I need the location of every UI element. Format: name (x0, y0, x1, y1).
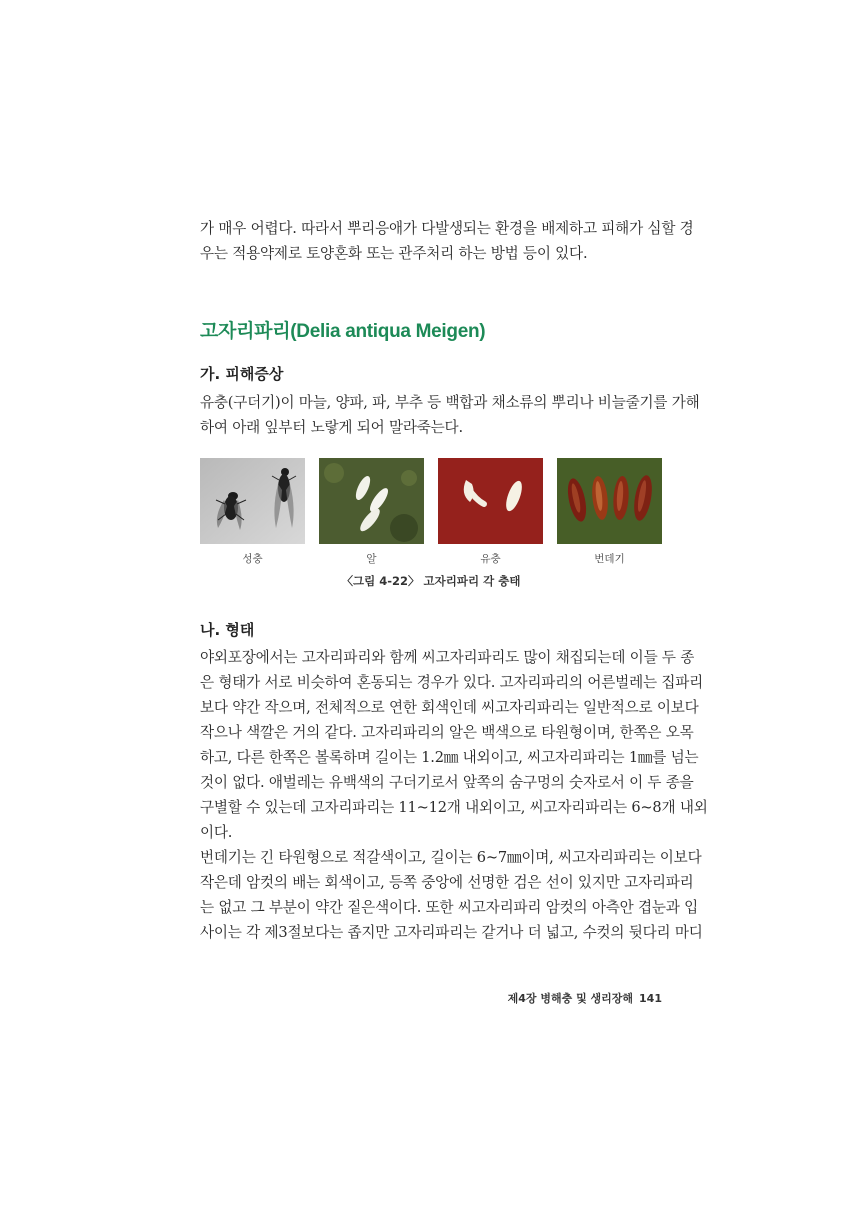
morphology-line: 구별할 수 있는데 고자리파리는 11~12개 내외이고, 씨고자리파리는 6~8개 내외 (200, 799, 708, 816)
photo-caption-larva: 유충 (480, 553, 501, 565)
intro-paragraph (200, 216, 694, 266)
morphology-line: 사이는 각 제3절보다는 좁지만 고자리파리는 같거나 더 넓고, 수컷의 뒷다리 마디 (200, 924, 703, 941)
photo-caption-egg: 알 (366, 553, 377, 565)
egg-photo (319, 458, 424, 544)
figure-caption: 〈그림 4-22〉 고자리파리 각 충태 (341, 574, 521, 588)
morphology-line: 야외포장에서는 고자리파리와 함께 씨고자리파리도 많이 채집되는데 이들 두 종 (200, 649, 695, 666)
chapter-title: 제4장 병해충 및 생리장해 (507, 992, 634, 1005)
morphology-paragraph-2 (200, 845, 703, 945)
page-number: 141 (639, 992, 662, 1005)
intro-line: 가 매우 어렵다. 따라서 뿌리응애가 다발생되는 환경을 배제하고 피해가 심할 경 (200, 220, 694, 237)
morphology-line: 작은데 암컷의 배는 회색이고, 등쪽 중앙에 선명한 검은 선이 있지만 고자리파리 (200, 874, 694, 891)
symptoms-line: 유충(구더기)이 마늘, 양파, 파, 부추 등 백합과 채소류의 뿌리나 비늘줄기를 가해 (200, 394, 700, 411)
pupa-icon (557, 458, 662, 544)
adult-fly-icon (200, 458, 305, 544)
morphology-heading: 나. 형태 (200, 621, 255, 639)
symptoms-paragraph (200, 390, 700, 440)
morphology-line: 것이 없다. 애벌레는 유백색의 구더기로서 앞쪽의 숨구멍의 숫자로서 이 두 종을 (200, 774, 694, 791)
morphology-paragraph-1 (200, 645, 708, 845)
morphology-line: 은 형태가 서로 비슷하여 혼동되는 경우가 있다. 고자리파리의 어른벌레는 집파리 (200, 674, 704, 691)
section-title: 고자리파리(Delia antiqua Meigen) (200, 321, 486, 342)
pupa-photo (557, 458, 662, 544)
morphology-line: 이다. (200, 824, 233, 841)
intro-line: 우는 적용약제로 토양혼화 또는 관주처리 하는 방법 등이 있다. (200, 245, 588, 262)
symptoms-line: 하여 아래 잎부터 노랗게 되어 말라죽는다. (200, 419, 463, 436)
photo-caption-adult: 성충 (242, 553, 263, 565)
morphology-line: 보다 약간 작으며, 전체적으로 연한 회색인데 씨고자리파리는 일반적으로 이보다 (200, 699, 699, 716)
adult-fly-photo (200, 458, 305, 544)
page-footer (200, 990, 662, 1006)
symptoms-heading: 가. 피해증상 (200, 365, 284, 383)
morphology-line: 하고, 다른 한쪽은 볼록하며 길이는 1.2㎜ 내외이고, 씨고자리파리는 1㎜를 넘는 (200, 749, 699, 766)
larva-photo (438, 458, 543, 544)
figure-photos (200, 458, 662, 568)
larva-icon (438, 458, 543, 544)
morphology-line: 번데기는 긴 타원형으로 적갈색이고, 길이는 6~7㎜이며, 씨고자리파리는 이보다 (200, 849, 702, 866)
egg-icon (319, 458, 424, 544)
morphology-line: 는 없고 그 부분이 약간 짙은색이다. 또한 씨고자리파리 암컷의 아측안 겹눈과 입 (200, 899, 698, 916)
photo-caption-pupa: 번데기 (594, 553, 625, 565)
morphology-line: 작으나 색깔은 거의 같다. 고자리파리의 알은 백색으로 타원형이며, 한쪽은 오목 (200, 724, 694, 741)
